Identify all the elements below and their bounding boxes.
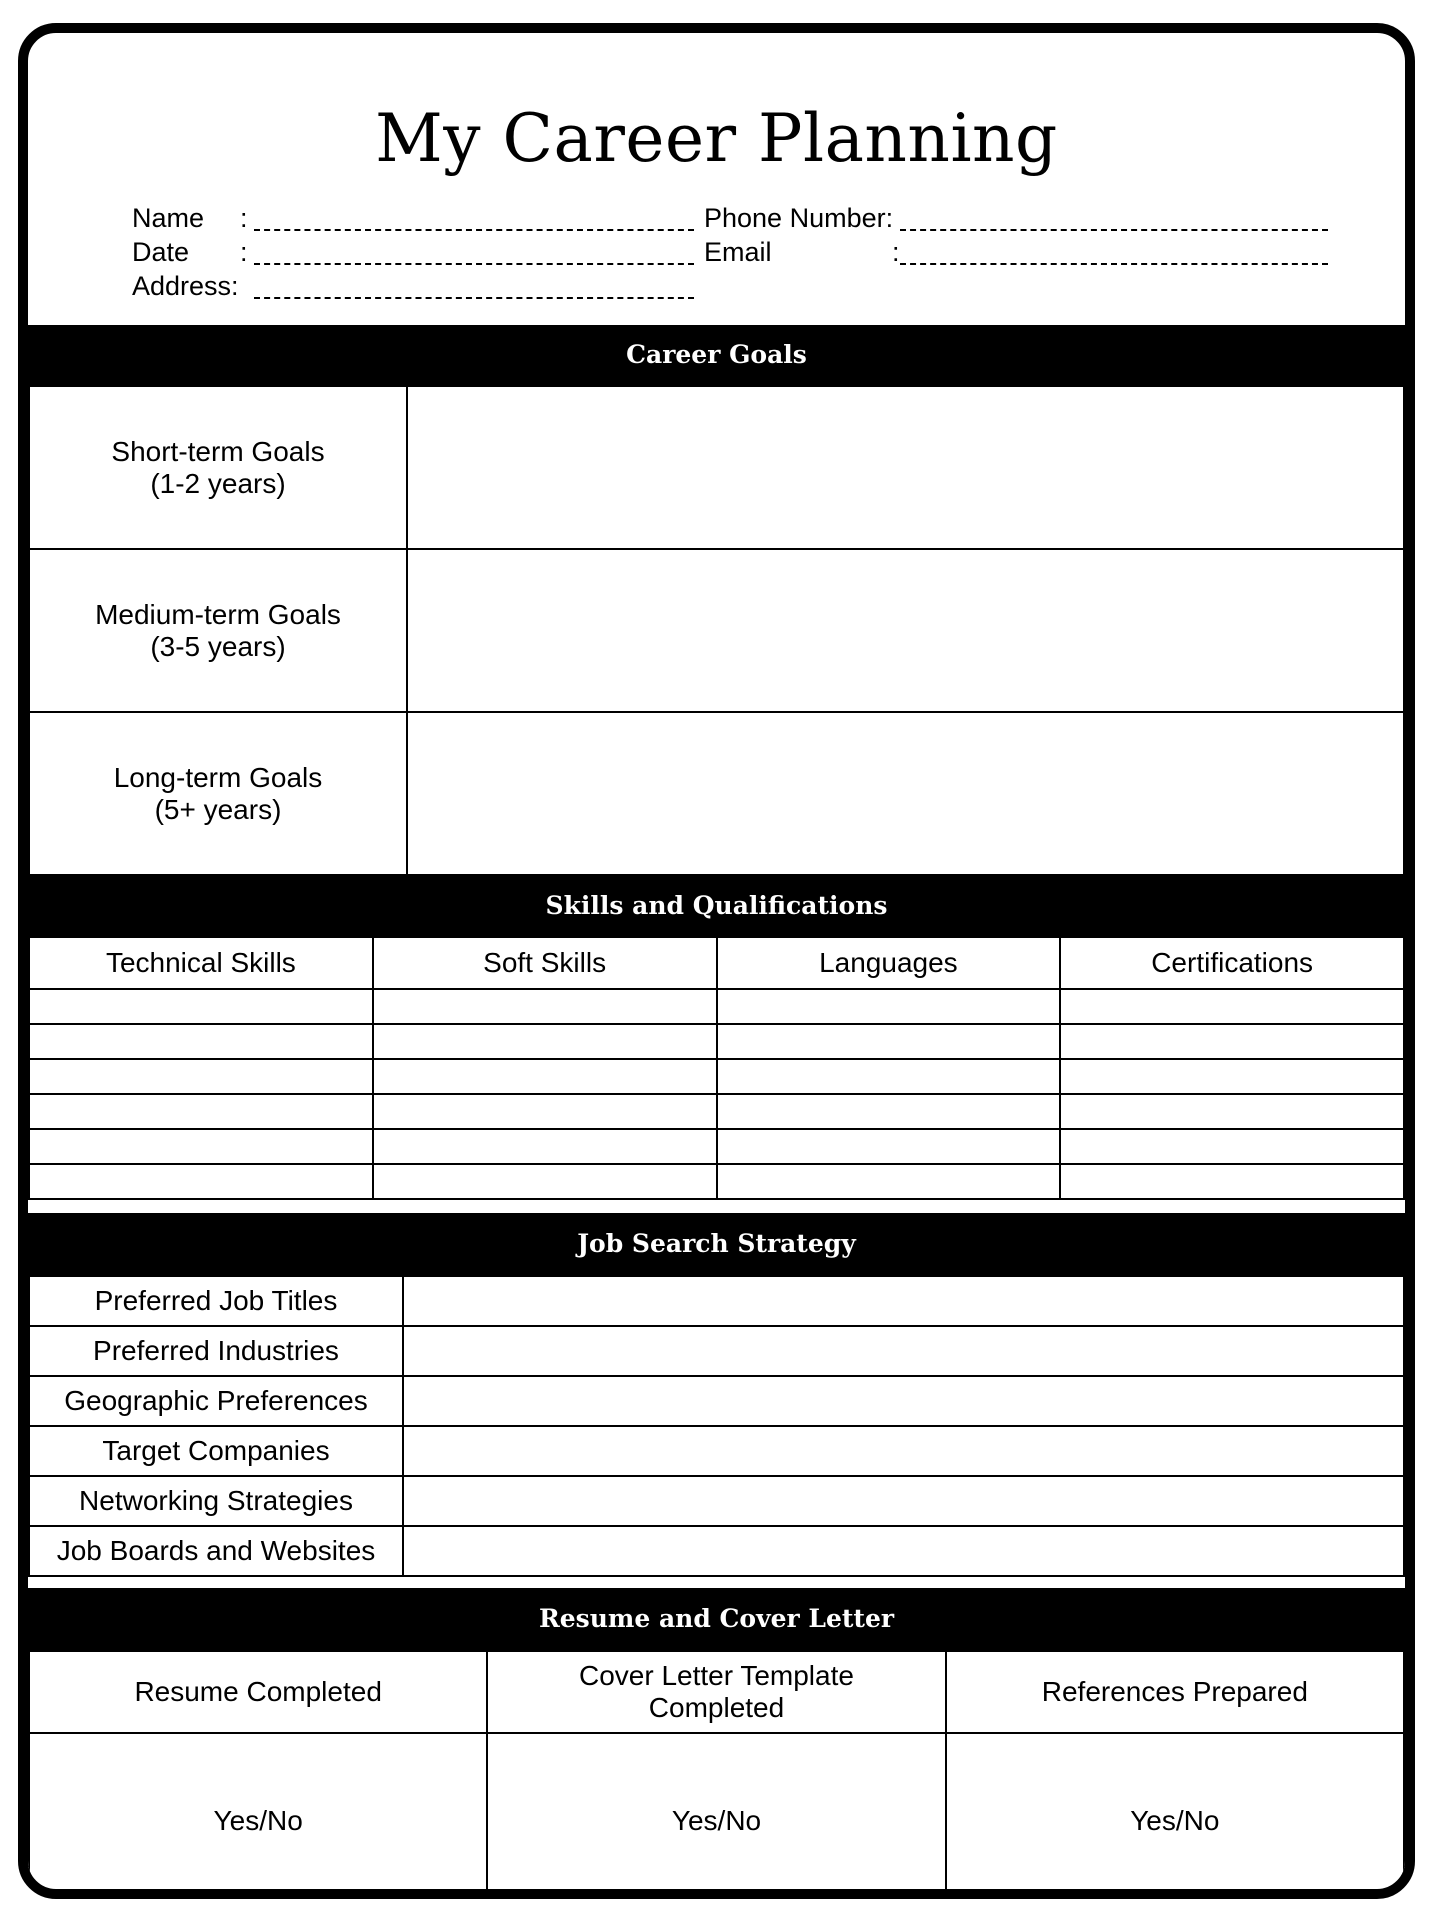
column-certifications: Certifications (1060, 937, 1404, 989)
skill-cell[interactable] (1060, 1164, 1404, 1199)
resume-completed-header: Resume Completed (29, 1651, 487, 1733)
skill-cell[interactable] (373, 1024, 717, 1059)
table-row (29, 1059, 1404, 1094)
skill-cell[interactable] (373, 989, 717, 1024)
worksheet-frame (18, 23, 1415, 1899)
name-colon: : (240, 203, 248, 233)
personal-info-right (704, 203, 1354, 283)
table-row (29, 1376, 1404, 1426)
page-title: My Career Planning (375, 100, 1058, 177)
target-companies-input[interactable] (403, 1426, 1404, 1476)
table-row (29, 1326, 1404, 1376)
skill-cell[interactable] (717, 1164, 1061, 1199)
skill-cell[interactable] (1060, 1094, 1404, 1129)
table-row (29, 1024, 1404, 1059)
skill-cell[interactable] (29, 989, 373, 1024)
skill-cell[interactable] (373, 1094, 717, 1129)
medium-term-goals-label: Medium-term Goals (3-5 years) (29, 549, 407, 712)
phone-label: Phone Number: (704, 203, 894, 233)
references-header: References Prepared (946, 1651, 1404, 1733)
cover-letter-answer[interactable]: Yes/No (487, 1733, 945, 1899)
career-goals-table (28, 385, 1405, 876)
email-colon: : (892, 237, 900, 267)
networking-strategies-input[interactable] (403, 1476, 1404, 1526)
date-field[interactable] (254, 263, 694, 265)
table-row (29, 1094, 1404, 1129)
networking-strategies-label: Networking Strategies (29, 1476, 403, 1526)
job-boards-label: Job Boards and Websites (29, 1526, 403, 1576)
preferred-job-titles-input[interactable] (403, 1276, 1404, 1326)
short-term-goals-input[interactable] (407, 386, 1404, 549)
job-search-table (28, 1275, 1405, 1577)
address-field[interactable] (254, 297, 694, 299)
medium-term-goals-input[interactable] (407, 549, 1404, 712)
short-term-goals-label: Short-term Goals (1-2 years) (29, 386, 407, 549)
skill-cell[interactable] (717, 1094, 1061, 1129)
skill-cell[interactable] (29, 1164, 373, 1199)
skill-cell[interactable] (1060, 1024, 1404, 1059)
skill-cell[interactable] (717, 989, 1061, 1024)
skill-cell[interactable] (29, 1059, 373, 1094)
skill-cell[interactable] (717, 1024, 1061, 1059)
long-term-goals-input[interactable] (407, 712, 1404, 875)
skill-cell[interactable] (29, 1024, 373, 1059)
job-boards-input[interactable] (403, 1526, 1404, 1576)
preferred-job-titles-label: Preferred Job Titles (29, 1276, 403, 1326)
column-languages: Languages (717, 937, 1061, 989)
skills-heading: Skills and Qualifications (28, 876, 1405, 936)
skill-cell[interactable] (373, 1059, 717, 1094)
target-companies-label: Target Companies (29, 1426, 403, 1476)
skill-cell[interactable] (29, 1094, 373, 1129)
preferred-industries-label: Preferred Industries (29, 1326, 403, 1376)
column-technical-skills: Technical Skills (29, 937, 373, 989)
table-row (29, 1526, 1404, 1576)
personal-info-left (132, 203, 702, 313)
email-label: Email (704, 237, 772, 267)
skill-cell[interactable] (717, 1059, 1061, 1094)
skill-cell[interactable] (373, 1129, 717, 1164)
references-answer[interactable]: Yes/No (946, 1733, 1404, 1899)
skill-cell[interactable] (29, 1129, 373, 1164)
skill-cell[interactable] (1060, 1059, 1404, 1094)
table-row (29, 1476, 1404, 1526)
skill-cell[interactable] (717, 1129, 1061, 1164)
skill-cell[interactable] (373, 1164, 717, 1199)
cover-letter-header: Cover Letter Template Completed (487, 1651, 945, 1733)
name-label: Name (132, 203, 205, 233)
resume-heading: Resume and Cover Letter (28, 1588, 1405, 1650)
table-row (29, 1426, 1404, 1476)
resume-table (28, 1650, 1405, 1899)
address-label: Address: (132, 271, 239, 301)
resume-completed-answer[interactable]: Yes/No (29, 1733, 487, 1899)
career-goals-heading: Career Goals (28, 325, 1405, 385)
long-term-goals-label: Long-term Goals (5+ years) (29, 712, 407, 875)
column-soft-skills: Soft Skills (373, 937, 717, 989)
email-field[interactable] (900, 263, 1328, 265)
phone-field[interactable] (900, 229, 1328, 231)
geographic-preferences-input[interactable] (403, 1376, 1404, 1426)
skills-table (28, 936, 1405, 1200)
table-row (29, 1276, 1404, 1326)
table-row (29, 1129, 1404, 1164)
table-row (29, 989, 1404, 1024)
preferred-industries-input[interactable] (403, 1326, 1404, 1376)
date-label: Date (132, 237, 190, 267)
skill-cell[interactable] (1060, 989, 1404, 1024)
geographic-preferences-label: Geographic Preferences (29, 1376, 403, 1426)
skill-cell[interactable] (1060, 1129, 1404, 1164)
job-search-heading: Job Search Strategy (28, 1213, 1405, 1275)
date-colon: : (240, 237, 248, 267)
table-row (29, 1164, 1404, 1199)
name-field[interactable] (254, 229, 694, 231)
